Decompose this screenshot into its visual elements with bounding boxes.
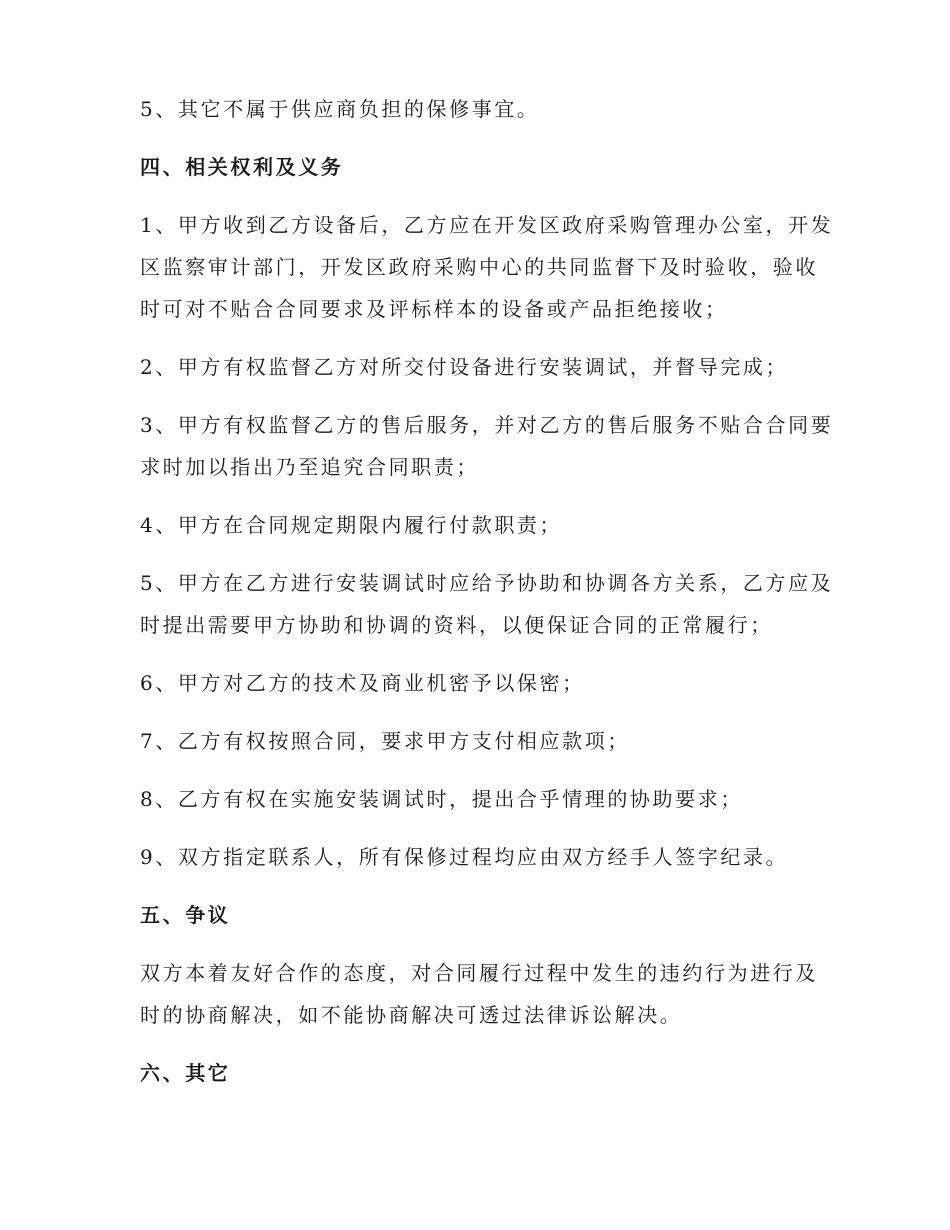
paragraph-clause-9 [140, 836, 820, 878]
paragraph-clause-4 [140, 504, 820, 546]
text-line: 4、甲方在合同规定期限内履行付款职责； [140, 513, 563, 537]
paragraph-clause-3 [140, 404, 834, 488]
paragraph-clause-6 [140, 662, 820, 704]
paragraph-clause-8 [140, 778, 820, 820]
section-heading-rights-obligations: 四、相关权利及义务 [140, 155, 344, 179]
section-heading-dispute: 五、争议 [140, 903, 231, 927]
text-line: 时可对不贴合合同要求及评标样本的设备或产品拒绝接收； [140, 297, 728, 321]
paragraph-dispute [140, 952, 820, 1036]
paragraph-clause-5 [140, 562, 834, 646]
text-line: 区监察审计部门，开发区政府采购中心的共同监督下及时验收，验收 [140, 255, 818, 279]
paragraph-clause-1 [140, 204, 834, 330]
text-line: 6、甲方对乙方的技术及商业机密予以保密； [140, 671, 585, 695]
paragraph-clause-7 [140, 720, 820, 762]
section-heading-other: 六、其它 [140, 1061, 231, 1085]
document-page [140, 88, 834, 1110]
text-line: 7、乙方有权按照合同，要求甲方支付相应款项； [140, 729, 630, 753]
text-line: 2、甲方有权监督乙方对所交付设备进行安装调试，并督导完成； [140, 355, 789, 379]
text-line: 双方本着友好合作的态度，对合同履行过程中发生的违约行为进行及 [140, 961, 818, 985]
text-line: 9、双方指定联系人，所有保修过程均应由双方经手人签字纪录。 [140, 845, 789, 869]
text-line: 3、甲方有权监督乙方的售后服务，并对乙方的售后服务不贴合合同要 [140, 413, 834, 437]
text-line: 求时加以指出乃至追究合同职责； [140, 455, 479, 479]
text-line: 5、其它不属于供应商负担的保修事宜。 [140, 97, 540, 121]
paragraph-item-5-warranty [140, 88, 820, 130]
text-line: 1、甲方收到乙方设备后，乙方应在开发区政府采购管理办公室，开发 [140, 213, 834, 237]
paragraph-clause-2 [140, 346, 820, 388]
text-line: 时的协商解决，如不能协商解决可透过法律诉讼解决。 [140, 1003, 683, 1027]
text-line: 8、乙方有权在实施安装调试时，提出合乎情理的协助要求； [140, 787, 743, 811]
text-line: 5、甲方在乙方进行安装调试时应给予协助和协调各方关系，乙方应及 [140, 571, 834, 595]
text-line: 时提出需要甲方协助和协调的资料，以便保证合同的正常履行； [140, 613, 773, 637]
